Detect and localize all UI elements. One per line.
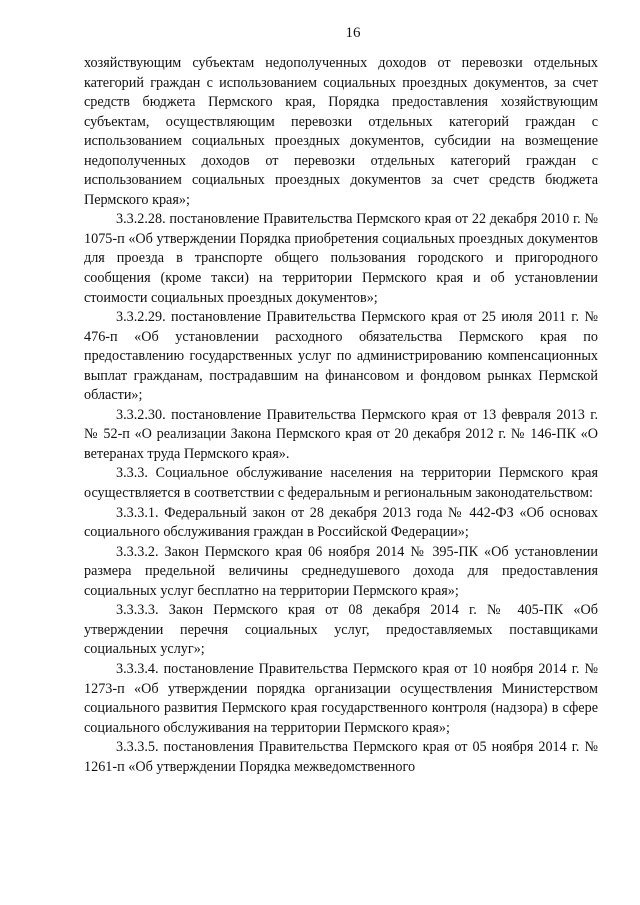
paragraph: 3.3.2.30. постановление Правительства Пермского края от 13 февраля 2013 г. № 52-п «О реализации Закона Пермского края от 20 декабря 2012 г. № 146-ПК «О ветеранах труда Пермского края». [84, 406, 598, 462]
document-body [84, 54, 598, 777]
paragraph: 3.3.3.4. постановление Правительства Пермского края от 10 ноября 2014 г. № 1273-п «Об утверждении порядка организации осуществления Министерством социального развития Пермского края государственного контроля (надзора) в сфере социального обслуживания на территории Пермского края»; [84, 660, 598, 736]
paragraph: 3.3.2.28. постановление Правительства Пермского края от 22 декабря 2010 г. № 1075-п «Об утверждении Порядка приобретения социальных проездных документов для проезда в транспорте общего пользования городского и пригородного сообщения (кроме такси) на территории Пермского края и об установлении стоимости социальных проездных документов»; [84, 211, 598, 306]
page-number: 16 [345, 25, 361, 41]
paragraph: 3.3.3.1. Федеральный закон от 28 декабря 2013 года № 442-ФЗ «Об основах социального обслуживания граждан в Российской Федерации»; [84, 504, 598, 541]
paragraph: 3.3.3.2. Закон Пермского края 06 ноября 2014 № 395-ПК «Об установлении размера предельной величины среднедушевого дохода для предоставления социальных услуг бесплатно на территории Пермского края»; [84, 543, 598, 599]
paragraph: 3.3.2.29. постановление Правительства Пермского края от 25 июля 2011 г. № 476-п «Об установлении расходного обязательства Пермского края по предоставлению государственных услуг по администрированию компенсационных выплат гражданам, пострадавшим на финансовом и фондовом рынках Пермской области»; [84, 309, 598, 404]
paragraph: 3.3.3. Социальное обслуживание населения на территории Пермского края осуществляется в соответствии с федеральным и региональным законодательством: [84, 465, 598, 502]
paragraph: хозяйствующим субъектам недополученных доходов от перевозки отдельных категорий граждан с использованием социальных проездных документов, за счет средств бюджета Пермского края, Порядка предоставления хозяйствующим субъектам, осуществляющим перевозки отдельных категорий граждан с использованием социальных проездных документов, субсидии на возмещение недополученных доходов от перевозки отдельных категорий граждан с использованием социальных проездных документов за счет средств бюджета Пермского края»; [84, 55, 598, 208]
paragraph: 3.3.3.5. постановления Правительства Пермского края от 05 ноября 2014 г. № 1261-п «Об утверждении Порядка межведомственного [84, 739, 598, 775]
paragraph: 3.3.3.3. Закон Пермского края от 08 декабря 2014 г. № 405-ПК «Об утверждении перечня социальных услуг, предоставляемых поставщиками социальных услуг»; [84, 602, 598, 658]
